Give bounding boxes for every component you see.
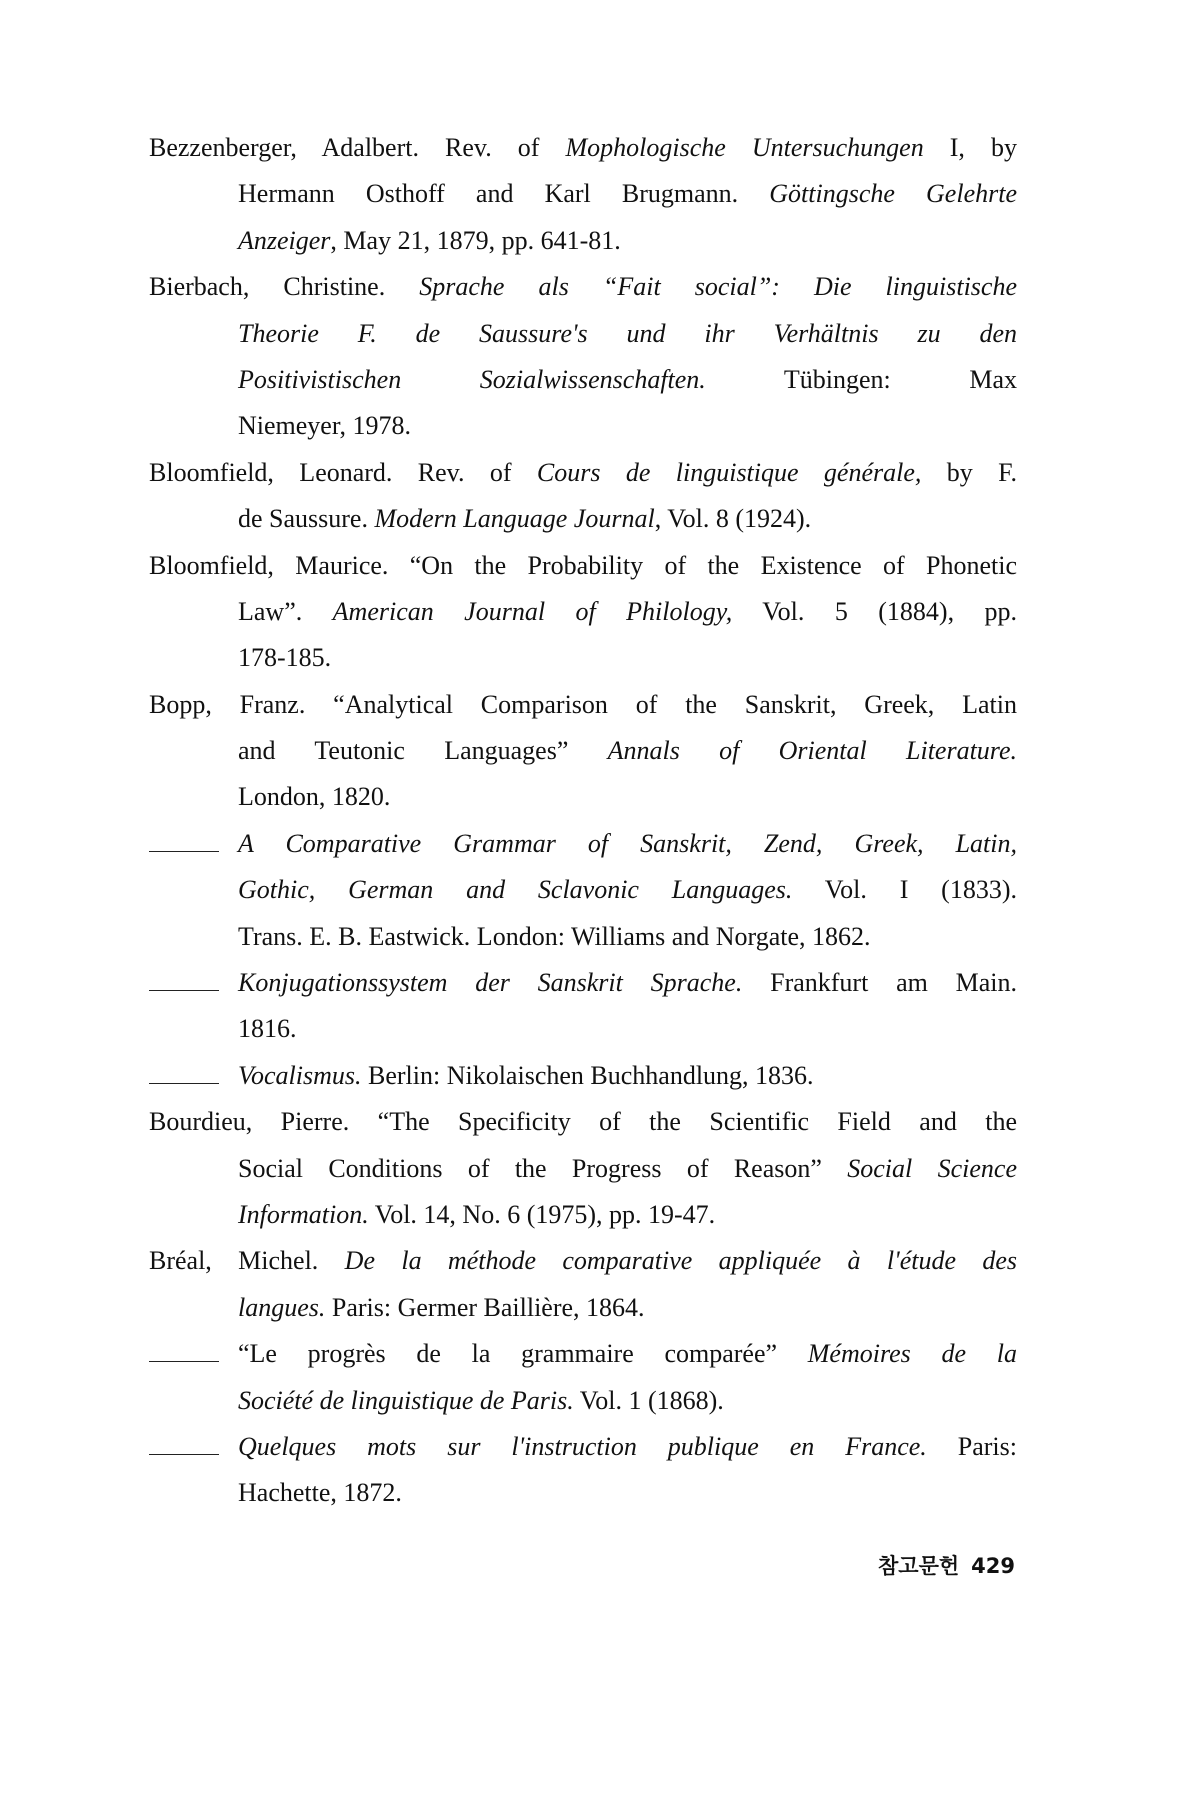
bibliography-entry xyxy=(149,450,1017,543)
italic-title-text: American Journal of Philology, xyxy=(332,596,733,626)
entry-text: Bezzenberger, Adalbert. Rev. of xyxy=(149,133,566,162)
entry-text: and Teutonic Languages” xyxy=(238,736,608,766)
bibliography-entry xyxy=(149,1099,1017,1238)
entry-text: Hachette, 1872. xyxy=(238,1478,402,1508)
italic-title-text: Theorie F. de Saussure's und ihr Verhältnis zu den xyxy=(238,318,1017,348)
bibliography-entry xyxy=(149,125,1017,264)
entry-line xyxy=(149,1146,1017,1192)
entry-line xyxy=(149,403,1017,449)
repeated-author-dash xyxy=(149,1057,219,1084)
entry-line xyxy=(149,171,1017,217)
entry-text: Hermann Osthoff and Karl Brugmann. xyxy=(238,179,770,209)
entry-line xyxy=(149,960,1017,1006)
entry-line xyxy=(149,357,1017,403)
entry-line xyxy=(149,1378,1017,1424)
page-footer xyxy=(878,1550,1015,1580)
italic-title-text: Mémoires de la xyxy=(807,1339,1017,1369)
entry-line xyxy=(149,682,1017,728)
entry-text: Law”. xyxy=(238,596,333,626)
entry-text: Trans. E. B. Eastwick. London: Williams and Norgate, 1862. xyxy=(238,921,871,951)
entry-line xyxy=(149,1192,1017,1238)
italic-title-text: Vocalismus. xyxy=(238,1060,362,1090)
running-footer-section: 참고문헌 xyxy=(878,1554,960,1578)
repeated-author-dash xyxy=(149,964,219,991)
entry-text: I, by xyxy=(923,133,1017,162)
italic-title-text: Sprache als “Fait social”: Die linguistische xyxy=(419,272,1017,302)
entry-text: 1816. xyxy=(238,1014,297,1044)
entry-text: Social Conditions of the Progress of Reason” xyxy=(238,1153,848,1183)
bibliography-page xyxy=(149,125,1017,1517)
entry-line xyxy=(149,1424,1017,1470)
italic-title-text: Quelques mots sur l'instruction publique en France. xyxy=(238,1431,927,1461)
entry-line xyxy=(149,635,1017,681)
bibliography-entry xyxy=(149,1331,1017,1424)
entry-line xyxy=(149,867,1017,913)
entry-text: Bloomfield, Maurice. “On the Probability of the Existence of Phonetic xyxy=(149,550,1017,580)
entry-text: Bourdieu, Pierre. “The Specificity of the Scientific Field and the xyxy=(149,1107,1017,1137)
italic-title-text: De la méthode comparative appliquée à l'étude des xyxy=(344,1246,1018,1276)
entry-text: Vol. 14, No. 6 (1975), pp. 19-47. xyxy=(368,1199,716,1229)
entry-line xyxy=(149,774,1017,820)
entry-text: Paris: Germer Baillière, 1864. xyxy=(325,1292,645,1322)
entry-text: de Saussure. xyxy=(238,504,375,534)
italic-title-text: Anzeiger xyxy=(238,225,331,255)
entry-line xyxy=(149,1099,1017,1145)
entry-text: Bréal, Michel. xyxy=(149,1246,345,1276)
italic-title-text: Cours de linguistique générale, xyxy=(536,457,922,487)
entry-text: by F. xyxy=(921,457,1018,487)
entry-text: Vol. 5 (1884), pp. xyxy=(732,596,1017,626)
entry-line xyxy=(149,1331,1017,1377)
entry-text: Bopp, Franz. “Analytical Comparison of the Sanskrit, Greek, Latin xyxy=(149,689,1017,719)
italic-title-text: Konjugationssystem der Sanskrit Sprache. xyxy=(238,968,743,998)
entry-line xyxy=(149,450,1017,496)
entry-line xyxy=(149,1285,1017,1331)
entry-line xyxy=(149,1470,1017,1516)
entry-text: Paris: xyxy=(926,1431,1017,1461)
entry-line xyxy=(149,125,1017,171)
bibliography-entry xyxy=(149,1424,1017,1517)
entry-text: Vol. I (1833). xyxy=(792,875,1017,905)
bibliography-entry xyxy=(149,264,1017,450)
entry-line xyxy=(149,264,1017,310)
italic-title-text: Modern Language Journal xyxy=(374,504,655,534)
italic-title-text: A Comparative Grammar of Sanskrit, Zend, Greek, Latin, xyxy=(238,828,1017,858)
entry-text: Berlin: Nikolaischen Buchhandlung, 1836. xyxy=(361,1060,814,1090)
italic-title-text: Annals of Oriental Literature. xyxy=(607,736,1017,766)
entry-line xyxy=(149,821,1017,867)
italic-title-text: Social Science xyxy=(847,1153,1017,1183)
entry-line xyxy=(149,543,1017,589)
italic-title-text: Positivistischen Sozialwissenschaften. xyxy=(238,364,706,394)
entry-line xyxy=(149,1006,1017,1052)
italic-title-text: Gothic, German and Sclavonic Languages. xyxy=(238,875,793,905)
repeated-author-dash xyxy=(149,1428,219,1455)
page-number: 429 xyxy=(971,1554,1015,1578)
entry-line xyxy=(149,1238,1017,1284)
entry-text: “Le progrès de la grammaire comparée” xyxy=(238,1339,808,1369)
entry-line xyxy=(149,218,1017,264)
italic-title-text: Mophologische Untersuchungen xyxy=(565,133,924,162)
entry-line xyxy=(149,589,1017,635)
bibliography-entry xyxy=(149,1053,1017,1099)
entry-text: Tübingen: Max xyxy=(705,364,1017,394)
entry-text: 178-185. xyxy=(238,643,332,673)
entry-text: London, 1820. xyxy=(238,782,391,812)
entry-text: Frankfurt am Main. xyxy=(742,968,1017,998)
entry-text: Bierbach, Christine. xyxy=(149,272,420,302)
entry-line xyxy=(149,1053,1017,1099)
repeated-author-dash xyxy=(149,825,219,852)
entry-line xyxy=(149,311,1017,357)
italic-title-text: Göttingsche Gelehrte xyxy=(769,179,1017,209)
bibliography-entry xyxy=(149,682,1017,821)
bibliography-entry xyxy=(149,543,1017,682)
repeated-author-dash xyxy=(149,1335,219,1362)
entry-text: , Vol. 8 (1924). xyxy=(654,504,812,534)
italic-title-text: Société de linguistique de Paris. xyxy=(238,1385,574,1415)
entry-text: Niemeyer, 1978. xyxy=(238,411,411,441)
bibliography-entry xyxy=(149,821,1017,960)
entry-text: Bloomfield, Leonard. Rev. of xyxy=(149,457,537,487)
entry-text: , May 21, 1879, pp. 641-81. xyxy=(330,225,621,255)
entry-line xyxy=(149,496,1017,542)
entry-line xyxy=(149,914,1017,960)
entry-line xyxy=(149,728,1017,774)
bibliography-entry xyxy=(149,1238,1017,1331)
bibliography-entry xyxy=(149,960,1017,1053)
italic-title-text: Information. xyxy=(238,1199,369,1229)
italic-title-text: langues. xyxy=(238,1292,326,1322)
entry-text: Vol. 1 (1868). xyxy=(573,1385,724,1415)
